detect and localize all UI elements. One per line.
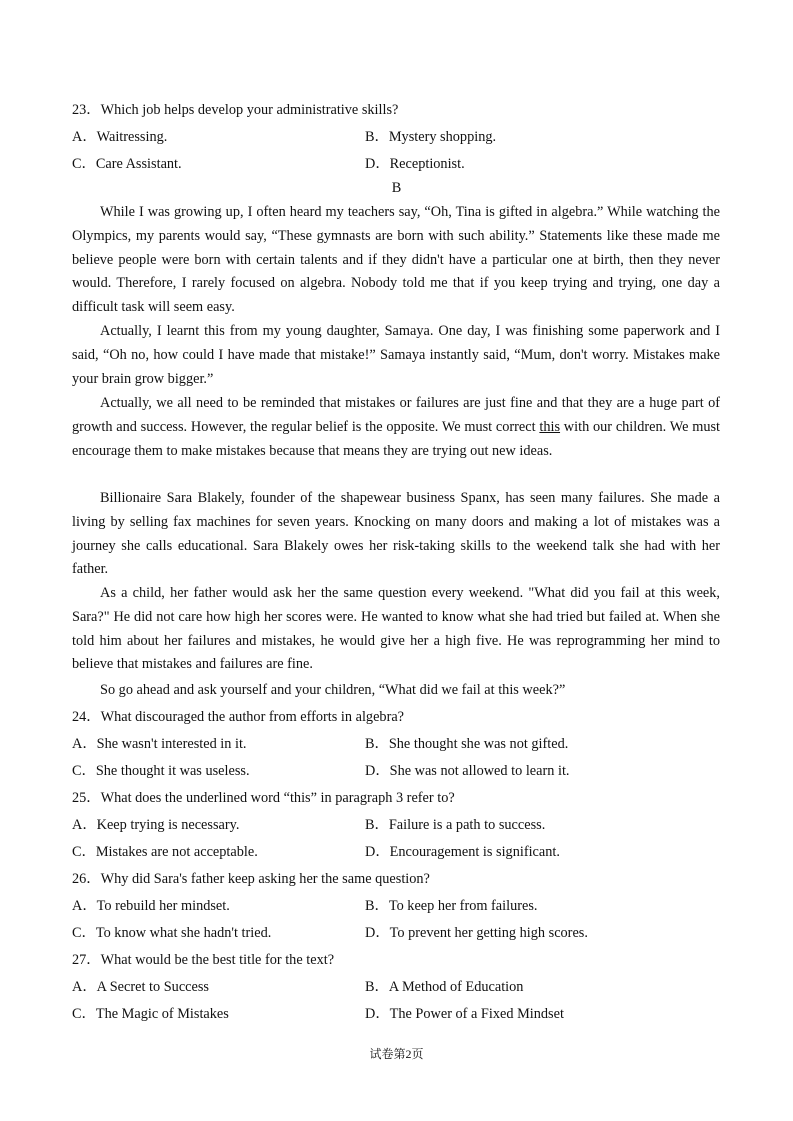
question-27-stem: 27．What would be the best title for the text? — [72, 952, 335, 968]
question-25-option-d: D．Encouragement is significant. — [365, 844, 560, 860]
underlined-word-this: this — [539, 418, 561, 435]
question-26-option-c: C．To know what she hadn't tried. — [72, 925, 272, 941]
question-23-option-c: C．Care Assistant. — [72, 156, 182, 172]
question-24-option-c: C．She thought it was useless. — [72, 763, 250, 779]
question-26-option-b: B．To keep her from failures. — [365, 898, 538, 914]
paragraph-3-text-start: Actually, we all need to be reminded that mistakes or failures are just fine and that they are a huge part of growth and success. However, the regular belief is the opposite. We must correct — [72, 395, 720, 435]
question-23-option-a: A．Waitressing. — [72, 129, 168, 145]
passage-paragraph-3 — [72, 392, 720, 463]
question-25-stem: 25．What does the underlined word “this” in paragraph 3 refer to? — [72, 790, 455, 806]
paragraph-3-text-end: with our children. We must encourage them to make mistakes because that means they are trying out new ideas. — [72, 418, 720, 459]
passage-paragraph-1: While I was growing up, I often heard my teachers say, “Oh, Tina is gifted in algebra.” While watching the Olympics, my parents would say, “These gymnasts are born with such ability.” Statements like these made me believe people were born with certain talents and if they didn't have a particular one at birth, then they never would. Therefore, I rarely focused on algebra. Nobody told me that if you keep trying and trying, one day a difficult task will seem easy. — [72, 204, 720, 316]
page-footer: 试卷第2页 — [369, 1047, 424, 1061]
question-23-option-d: D．Receptionist. — [365, 156, 465, 172]
section-heading: B — [391, 180, 402, 196]
question-25-option-a: A．Keep trying is necessary. — [72, 817, 240, 833]
question-25-option-b: B．Failure is a path to success. — [365, 817, 546, 833]
question-27-option-a: A．A Secret to Success — [72, 979, 209, 995]
passage-paragraph-5: As a child, her father would ask her the same question every weekend. "What did you fail at this week, Sara?" He did not care how high her scores were. He wanted to know what she had tried but failed at. When she told him about her failures and mistakes, he would give her a high five. He was reprogramming her mind to believe that mistakes and failures are fine. — [72, 585, 720, 673]
passage-paragraph-4: Billionaire Sara Blakely, founder of the shapewear business Spanx, has seen many failures. She made a living by selling fax machines for seven years. Knocking on many doors and making a lot of mistakes was a journey she calls educational. Sara Blakely owes her risk-taking skills to the weekend talk she had with her father. — [72, 490, 720, 578]
question-27-option-c: C．The Magic of Mistakes — [72, 1006, 229, 1022]
question-23-stem: 23．Which job helps develop your administrative skills? — [72, 102, 399, 118]
passage-paragraph-2: Actually, I learnt this from my young daughter, Samaya. One day, I was finishing some paperwork and I said, “Oh no, how could I have made that mistake!” Samaya instantly said, “Mum, don't worry. Mistakes make your brain grow bigger.” — [72, 323, 720, 387]
question-27-option-b: B．A Method of Education — [365, 979, 524, 995]
question-26-option-a: A．To rebuild her mindset. — [72, 898, 230, 914]
passage-paragraph-6: So go ahead and ask yourself and your children, “What did we fail at this week?” — [100, 682, 566, 698]
question-23-option-b: B．Mystery shopping. — [365, 129, 497, 145]
question-26-stem: 26．Why did Sara's father keep asking her the same question? — [72, 871, 430, 887]
question-26-option-d: D．To prevent her getting high scores. — [365, 925, 588, 941]
question-24-stem: 24．What discouraged the author from efforts in algebra? — [72, 709, 405, 725]
question-24-option-b: B．She thought she was not gifted. — [365, 736, 569, 752]
question-27-option-d: D．The Power of a Fixed Mindset — [365, 1006, 564, 1022]
question-25-option-c: C．Mistakes are not acceptable. — [72, 844, 258, 860]
question-24-option-a: A．She wasn't interested in it. — [72, 736, 247, 752]
question-24-option-d: D．She was not allowed to learn it. — [365, 763, 570, 779]
